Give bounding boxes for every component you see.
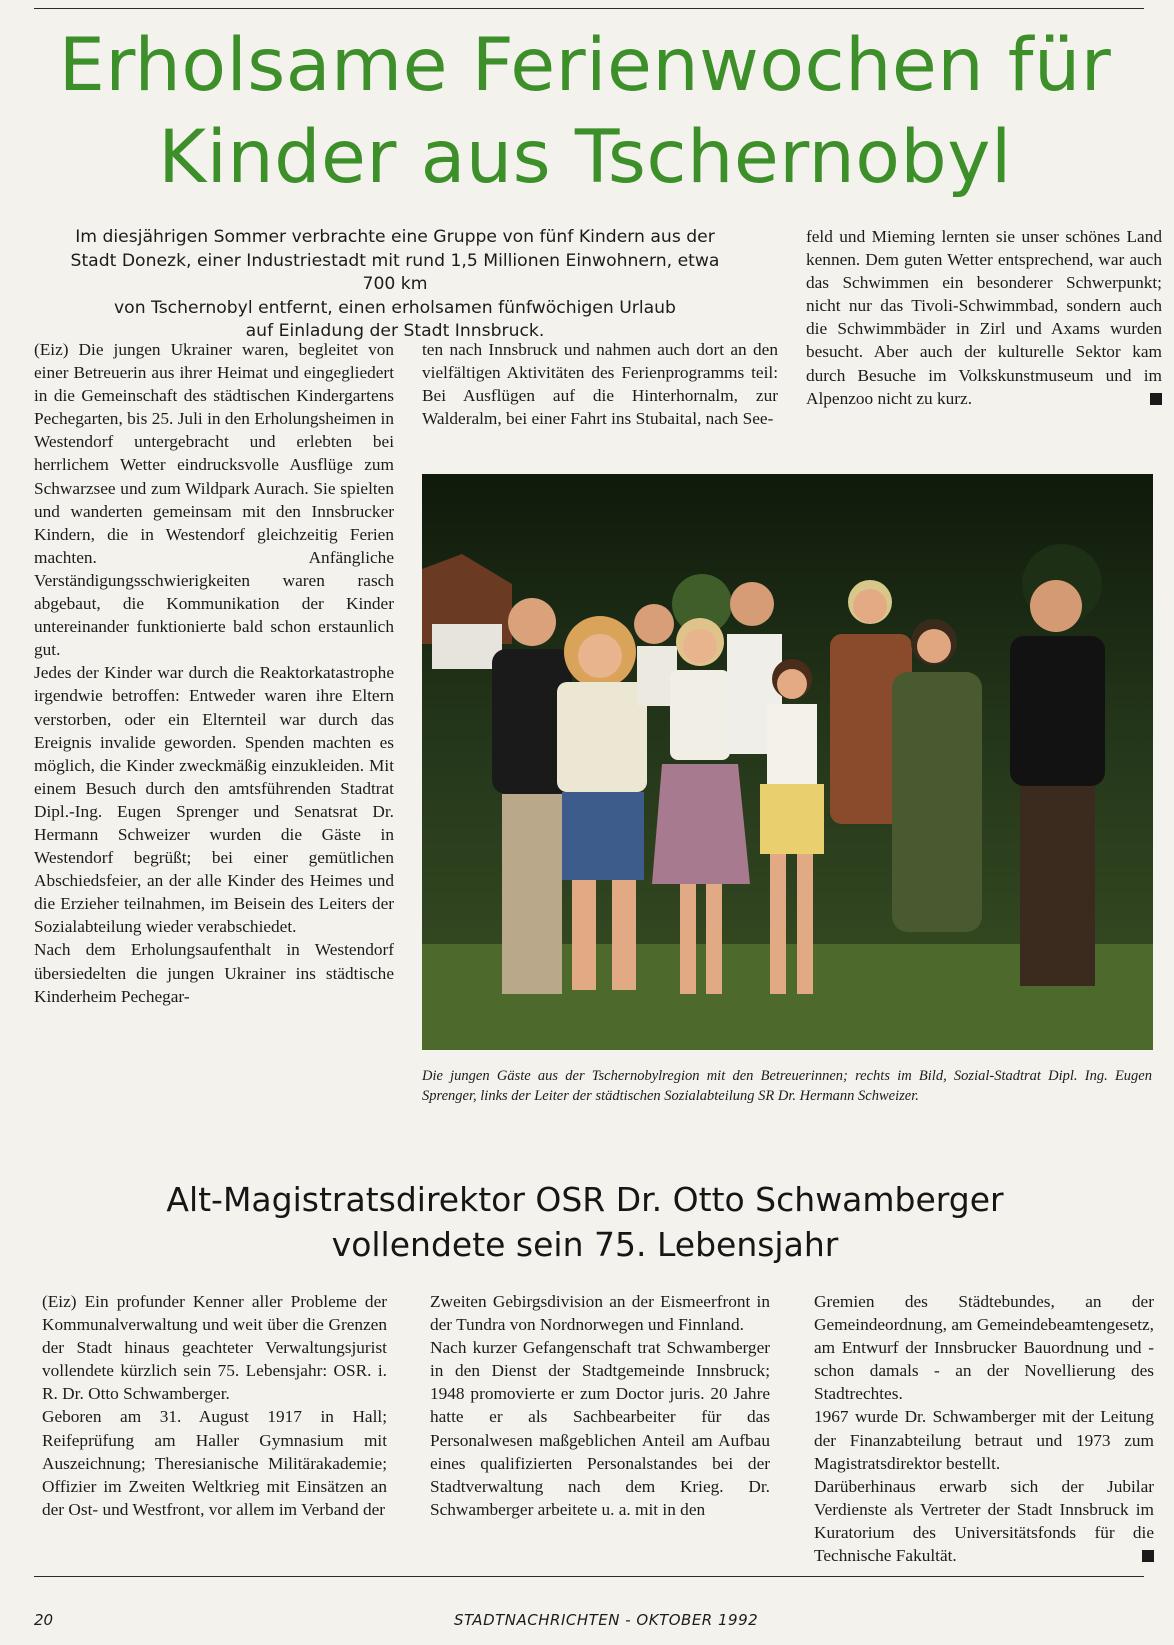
paragraph-text: feld und Mieming lernten sie unser schönes Land kennen. Dem guten Wetter entsprechend, war auch das Schwimmen ein besonderer Schwerpunkt; nicht nur das Tivoli-Schwimmbad, sondern auch die Schwimmbäder in Zirl und Axams wurden besucht. Aber auch der kulturelle Sektor kam durch Besuche im Volkskunstmuseum und im Alpenzoo nicht zu kurz.	[806, 227, 1162, 408]
article-lead	[70, 226, 720, 344]
lead-line: Im diesjährigen Sommer verbrachte eine Gruppe von fünf Kindern aus der	[75, 227, 715, 247]
page-number: 20	[34, 1611, 54, 1629]
paragraph: (Eiz) Ein profunder Kenner aller Probleme der Kommunalverwaltung und weit über die Grenzen der Stadt hinaus geachteter Verwaltungsjurist vollendete kürzlich sein 75. Lebensjahr: OSR. i. R. Dr. Otto Schwamberger.	[42, 1292, 387, 1404]
article-headline	[30, 20, 1140, 204]
paragraph	[806, 225, 1162, 410]
article1-column-3	[806, 225, 1162, 410]
lead-line: von Tschernobyl entfernt, einen erholsamen fünfwöchigen Urlaub	[114, 297, 676, 318]
paragraph: Jedes der Kinder war durch die Reaktorkatastrophe irgendwie betroffen: Entweder waren ihre Eltern verstorben, oder ein Elternteil war durch das Ereignis invalide geworden. Spenden machten es möglich, die Kinder zweckmäßig einzukleiden. Mit einem Besuch durch den amtsführenden Stadtrat Dipl.-Ing. Eugen Sprenger und Senatsrat Dr. Hermann Schweizer wurden die Gäste in Westendorf begrüßt; bei einer gemütlichen Abschiedsfeier, an der alle Kinder des Heimes und die Erzieher teilnahmen, im Beisein des Leiters der Sozialabteilung wieder verabschiedet.	[34, 663, 394, 937]
article2-headline	[30, 1177, 1140, 1267]
photo-caption: Die jungen Gäste aus der Tschernobylregion mit den Betreuerinnen; rechts im Bild, Sozial-Stadtrat Dipl. Ing. Eugen Sprenger, links der Leiter der städtischen Sozialabteilung SR Dr. Hermann Schweizer.	[422, 1068, 1152, 1104]
article2-column-3	[814, 1290, 1154, 1567]
headline-line: vollendete sein 75. Lebensjahr	[331, 1225, 839, 1264]
top-rule	[34, 8, 1144, 9]
publication-name: STADTNACHRICHTEN - OKTOBER 1992	[454, 1611, 759, 1629]
headline-line: Erholsame Ferienwochen für	[58, 23, 1112, 108]
paragraph	[814, 1475, 1154, 1567]
bottom-rule	[34, 1576, 1144, 1577]
paragraph: ten nach Innsbruck und nahmen auch dort an den vielfältigen Aktivitäten des Ferienprogramms teil: Bei Ausflügen auf die Hinterhornalm, zur Walderalm, bei einer Fahrt ins Stubaital, nach See-	[422, 340, 778, 429]
lead-line: auf Einladung der Stadt Innsbruck.	[245, 321, 545, 341]
group-photo-illustration	[422, 474, 1153, 1050]
paragraph: 1967 wurde Dr. Schwamberger mit der Leitung der Finanzabteilung betraut und 1973 zum Magistratsdirektor bestellt.	[814, 1407, 1154, 1473]
headline-line: Alt-Magistratsdirektor OSR Dr. Otto Schwamberger	[166, 1180, 1004, 1219]
article2-column-1	[42, 1290, 387, 1521]
paragraph: Nach kurzer Gefangenschaft trat Schwamberger in den Dienst der Stadtgemeinde Innsbruck; 1948 promovierte er zum Doctor juris. 20 Jahre hatte er als Sachbearbeiter für das Personalwesen maßgeblichen Anteil am Aufbau eines qualifizierten Personalstandes bei der Stadtverwaltung nach dem Krieg. Dr. Schwamberger arbeitete u. a. mit in den	[430, 1338, 770, 1519]
paragraph: Geboren am 31. August 1917 in Hall; Reifeprüfung am Haller Gymnasium mit Auszeichnung; Theresianische Militärakademie; Offizier im Zweiten Weltkrieg mit Einsätzen an der Ost- und Westfront, vor allem im Verband der	[42, 1407, 387, 1519]
headline-line: Kinder aus Tschernobyl	[158, 115, 1012, 200]
group-photo	[422, 474, 1153, 1050]
article1-column-2	[422, 338, 778, 430]
article1-column-1	[34, 338, 394, 1008]
paragraph: Zweiten Gebirgsdivision an der Eismeerfront in der Tundra von Nordnorwegen und Finnland.	[430, 1292, 770, 1335]
paragraph-text: Darüberhinaus erwarb sich der Jubilar Verdienste als Vertreter der Stadt Innsbruck im Kuratorium des Universitätsfonds für die Technische Fakultät.	[814, 1476, 1154, 1566]
end-of-article-mark	[1142, 1550, 1154, 1562]
paragraph: (Eiz) Die jungen Ukrainer waren, begleitet von einer Betreuerin aus ihrer Heimat und eingegliedert in die Gemeinschaft des städtischen Kindergartens Pechegarten, bis 25. Juli in den Erholungsheimen in Westendorf untergebracht und erlebten bei herrlichem Wetter eindrucksvolle Ausflüge zum Schwarzsee und zum Wildpark Aurach. Sie spielten und wanderten gemeinsam mit den Innsbrucker Kindern, die in Westendorf gleichzeitig Ferien machten. Anfängliche Verständigungsschwierigkeiten waren rasch abgebaut, die Kommunikation der Kinder untereinander funktionierte bald schon erstaunlich gut.	[34, 340, 394, 660]
lead-line: Stadt Donezk, einer Industriestadt mit rund 1,5 Millionen Einwohnern, etwa 700 km	[70, 250, 720, 294]
paragraph: Gremien des Städtebundes, an der Gemeindeordnung, am Gemeindebeamtengesetz, am Entwurf der Innsbrucker Bauordnung und - schon damals - an der Novellierung des Stadtrechtes.	[814, 1292, 1154, 1404]
article2-column-2	[430, 1290, 770, 1521]
end-of-article-mark	[1150, 393, 1162, 405]
paragraph: Nach dem Erholungsaufenthalt in Westendorf übersiedelten die jungen Ukrainer ins städtische Kinderheim Pechegar-	[34, 940, 394, 1006]
